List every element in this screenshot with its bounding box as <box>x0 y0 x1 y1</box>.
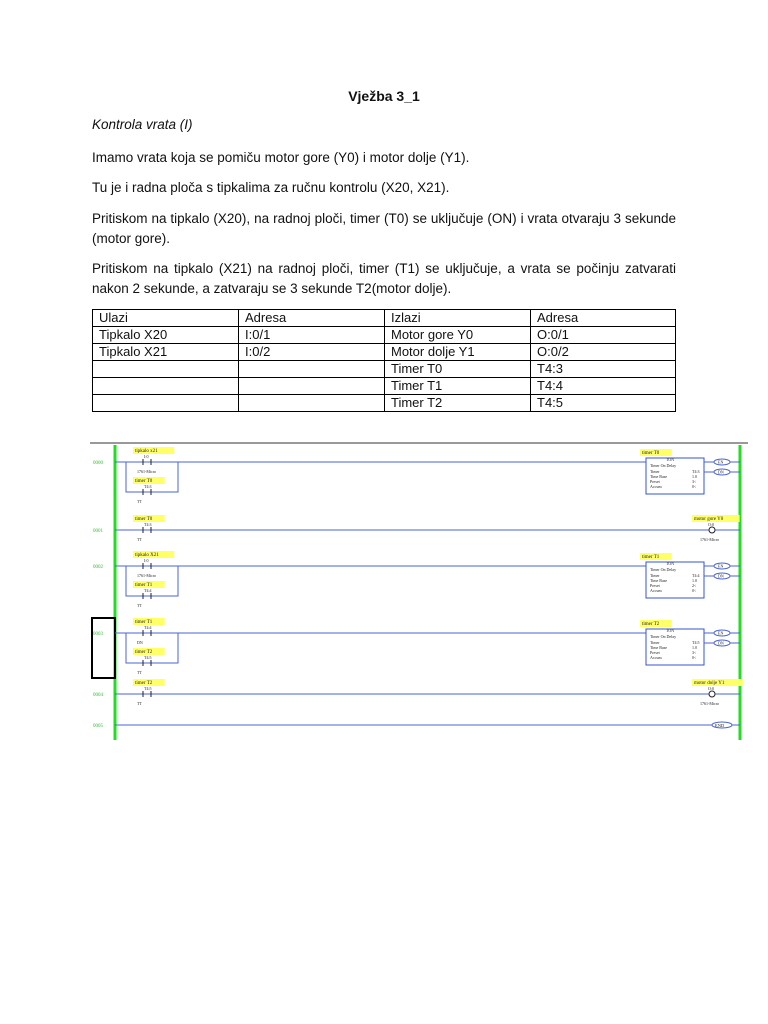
timer-output-label: EN <box>718 563 724 569</box>
timer-field-value: 1.0 <box>692 645 697 650</box>
timer-type: TON <box>666 457 675 462</box>
table-cell <box>93 378 239 395</box>
rung-number: 0001 <box>93 529 103 534</box>
table-cell: O:0/1 <box>531 327 676 344</box>
timer-field-value: 0< <box>692 484 697 489</box>
timer-output-label: DN <box>718 469 724 475</box>
timer-field-label: Timer <box>650 469 660 474</box>
timer-field-label: Timer <box>650 640 660 645</box>
contact-bit: 1761-Micro <box>137 573 157 578</box>
table-header-cell: Adresa <box>239 310 385 327</box>
timer-field-label: Time Base <box>650 578 668 583</box>
timer-field-label: Accum <box>650 588 662 593</box>
contact-bit: TT <box>137 701 142 706</box>
timer-field-value: 3< <box>692 479 697 484</box>
table-cell: Timer T2 <box>385 395 531 412</box>
table-cell: Motor gore Y0 <box>385 327 531 344</box>
end-label: END <box>715 723 725 728</box>
rung-number: 0000 <box>93 461 103 466</box>
table-cell: T4:4 <box>531 378 676 395</box>
timer-title: Timer On Delay <box>650 463 677 468</box>
timer-output-label: DN <box>718 640 724 646</box>
rung-number: 0003 <box>93 632 103 637</box>
tag-label: timer T2 <box>135 681 153 686</box>
contact-address: T4:4 <box>144 588 152 593</box>
coil-bit: 1761-Micro <box>700 537 720 542</box>
tag-label: timer T0 <box>642 451 660 456</box>
timer-field-label: Preset <box>650 479 660 484</box>
timer-field-label: Timer <box>650 573 660 578</box>
timer-field-label: Time Base <box>650 645 668 650</box>
table-cell <box>93 361 239 378</box>
contact-address: T4:5 <box>144 655 152 660</box>
contact-address: T4:3 <box>144 484 152 489</box>
timer-output-label: EN <box>718 459 724 465</box>
coil-address: O:0 <box>708 686 714 691</box>
timer-field-value: 1.0 <box>692 578 697 583</box>
contact-bit: TT <box>137 670 142 675</box>
table-cell <box>93 395 239 412</box>
timer-field-value: T4:4 <box>692 573 700 578</box>
paragraph: Imamo vrata koja se pomiču motor gore (Y0) i motor dolje (Y1). <box>92 150 470 165</box>
table-cell <box>239 361 385 378</box>
paragraph: Pritiskom na tipkalo (X21) na radnoj ploči, timer (T1) se uključuje, a vrata se počinju zatvarati nakon 2 sekunde, a zatvaraju se 3 sekunde T2(motor dolje). <box>92 261 676 296</box>
table-header-cell: Izlazi <box>385 310 531 327</box>
contact-address: T4:3 <box>144 522 152 527</box>
tag-label: timer T0 <box>135 517 153 522</box>
timer-field-value: 0< <box>692 655 697 660</box>
document-subtitle: Kontrola vrata (I) <box>92 117 193 132</box>
paragraph: Tu je i radna ploča s tipkalima za ručnu kontrolu (X20, X21). <box>92 180 450 195</box>
tag-label: timer T2 <box>642 622 660 627</box>
output-coil <box>709 691 715 697</box>
timer-field-value: 1.0 <box>692 474 697 479</box>
document-title: Vježba 3_1 <box>348 88 420 104</box>
timer-title: Timer On Delay <box>650 567 677 572</box>
rung-number: 0002 <box>93 565 103 570</box>
table-row <box>93 361 676 378</box>
timer-field-label: Time Base <box>650 474 668 479</box>
table-header-row <box>93 310 676 327</box>
timer-field-value: 3< <box>692 650 697 655</box>
contact-bit: TT <box>137 499 142 504</box>
table-cell: O:0/2 <box>531 344 676 361</box>
table-row <box>93 327 676 344</box>
coil-bit: 1761-Micro <box>700 701 720 706</box>
rung-number: 0004 <box>93 693 103 698</box>
timer-field-label: Accum <box>650 484 662 489</box>
tag-label: timer T1 <box>135 620 153 625</box>
contact-bit: TT <box>137 537 142 542</box>
table-cell: I:0/2 <box>239 344 385 361</box>
contact-address: T4:5 <box>144 686 152 691</box>
table-cell: Motor dolje Y1 <box>385 344 531 361</box>
timer-field-value: 0< <box>692 588 697 593</box>
contact-address: T4:4 <box>144 625 152 630</box>
timer-field-label: Accum <box>650 655 662 660</box>
timer-title: Timer On Delay <box>650 634 677 639</box>
table-row <box>93 344 676 361</box>
tag-label: timer T1 <box>135 583 153 588</box>
table-cell: T4:5 <box>531 395 676 412</box>
timer-field-value: 2< <box>692 583 697 588</box>
table-cell: Timer T1 <box>385 378 531 395</box>
table-cell: Tipkalo X21 <box>93 344 239 361</box>
tag-label: motor dolje Y1 <box>694 681 725 686</box>
tag-label: tipkalo X21 <box>135 553 159 558</box>
table-cell: Timer T0 <box>385 361 531 378</box>
timer-field-value: T4:3 <box>692 469 700 474</box>
tag-label: timer T2 <box>135 650 153 655</box>
contact-address: I:0 <box>144 454 149 459</box>
tag-label: timer T1 <box>642 555 660 560</box>
timer-type: TON <box>666 628 675 633</box>
table-cell <box>239 378 385 395</box>
output-coil <box>709 527 715 533</box>
contact-bit: DN <box>137 640 143 645</box>
contact-address: I:0 <box>144 558 149 563</box>
ladder-diagram <box>90 440 748 740</box>
timer-field-label: Preset <box>650 583 660 588</box>
timer-field-value: T4:5 <box>692 640 700 645</box>
table-cell: T4:3 <box>531 361 676 378</box>
timer-field-label: Preset <box>650 650 660 655</box>
table-row <box>93 395 676 412</box>
timer-output-label: EN <box>718 630 724 636</box>
table-header-cell: Ulazi <box>93 310 239 327</box>
tag-label: tipkalo x21 <box>135 449 158 454</box>
io-address-table <box>92 309 676 412</box>
rung-number: 0005 <box>93 724 103 729</box>
table-cell: Tipkalo X20 <box>93 327 239 344</box>
contact-bit: TT <box>137 603 142 608</box>
tag-label: motor gore Y0 <box>694 517 724 522</box>
table-cell <box>239 395 385 412</box>
paragraph: Pritiskom na tipkalo (X20), na radnoj ploči, timer (T0) se uključuje (ON) i vrata otvaraju 3 sekunde (motor gore). <box>92 211 676 246</box>
table-header-cell: Adresa <box>531 310 676 327</box>
coil-address: O:0 <box>708 522 714 527</box>
table-cell: I:0/1 <box>239 327 385 344</box>
timer-output-label: DN <box>718 573 724 579</box>
table-row <box>93 378 676 395</box>
contact-bit: 1761-Micro <box>137 469 157 474</box>
tag-label: timer T0 <box>135 479 153 484</box>
timer-type: TON <box>666 561 675 566</box>
